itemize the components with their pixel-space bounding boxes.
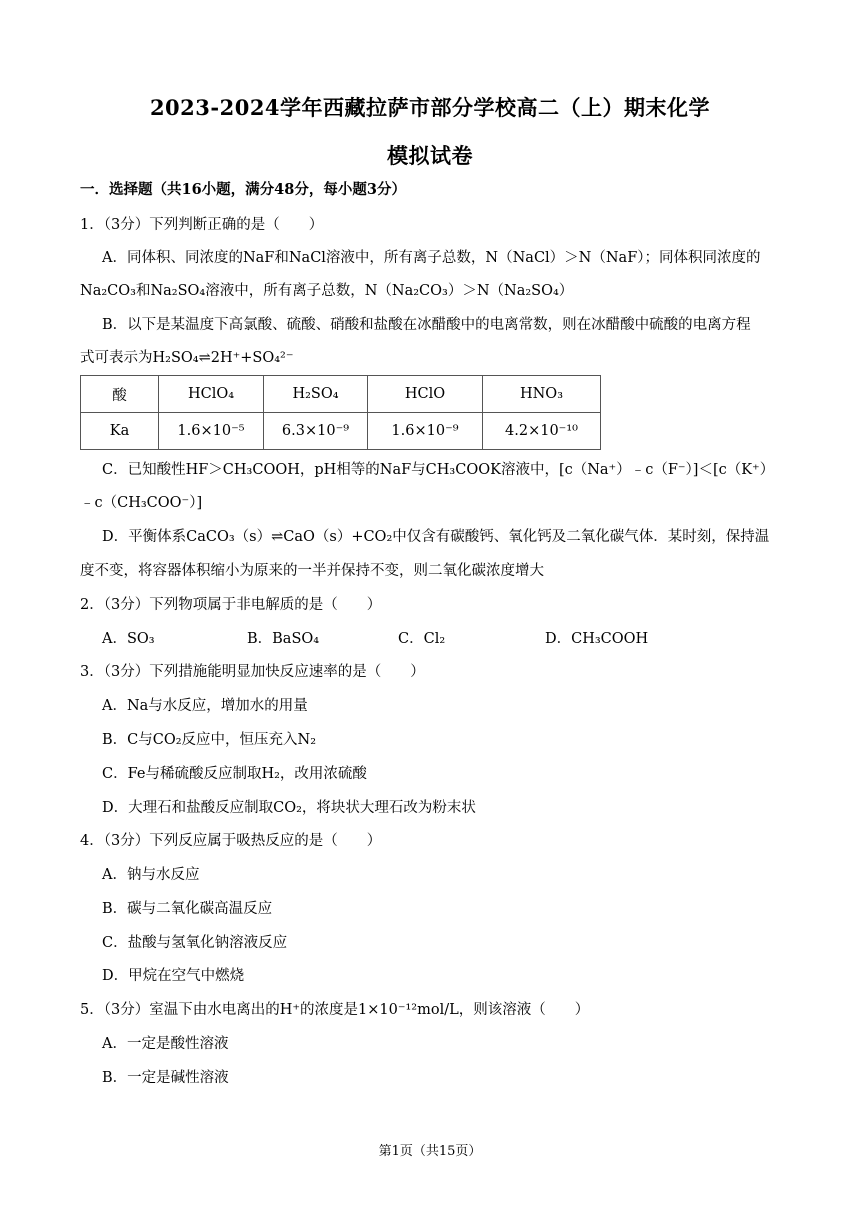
question-1-option-a: A．同体积、同浓度的NaF和NaCl溶液中，所有离子总数，N（NaCl）＞N（NaF）；同体积同浓度的 [102, 250, 761, 266]
ka-table [80, 375, 601, 450]
question-2-option-b: B．BaSO₄ [247, 631, 320, 647]
question-1-option-c: C．已知酸性HF＞CH₃COOH，pH相等的NaF与CH₃COOK溶液中，[c（Na⁺）﹣c（F⁻）]＜[c（K⁺） [102, 462, 775, 478]
question-2-option-d: D．CH₃COOH [545, 631, 649, 647]
question-3-option-c: C．Fe与稀硫酸反应制取H₂，改用浓硫酸 [102, 766, 367, 782]
ka-table-row-label: Ka [81, 413, 159, 450]
question-2-stem: 2．（3分）下列物项属于非电解质的是（ ） [80, 597, 382, 613]
question-4-option-c: C．盐酸与氢氧化钠溶液反应 [102, 935, 288, 951]
ka-table-value: 6.3×10⁻⁹ [264, 413, 368, 450]
question-1-option-c-cont: ﹣c（CH₃COO⁻）] [80, 495, 203, 511]
question-4-option-b: B．碳与二氧化碳高温反应 [102, 901, 273, 917]
ka-table-acid: HNO₃ [483, 376, 601, 413]
ka-table-header-row [81, 376, 601, 413]
question-4-stem: 4．（3分）下列反应属于吸热反应的是（ ） [80, 833, 382, 849]
question-3-option-d: D．大理石和盐酸反应制取CO₂，将块状大理石改为粉末状 [102, 800, 476, 816]
question-1-option-a-cont: Na₂CO₃和Na₂SO₄溶液中，所有离子总数，N（Na₂CO₃）＞N（Na₂SO₄） [80, 283, 574, 299]
question-5-stem: 5．（3分）室温下由水电离出的H⁺的浓度是1×10⁻¹²mol/L，则该溶液（ ） [80, 1002, 590, 1018]
ka-table-value-row [81, 413, 601, 450]
question-1-option-d-cont: 度不变，将容器体积缩小为原来的一半并保持不变，则二氧化碳浓度增大 [80, 563, 544, 579]
question-1-option-b-cont: 式可表示为H₂SO₄⇌2H⁺+SO₄²⁻ [80, 350, 294, 366]
question-3-stem: 3．（3分）下列措施能明显加快反应速率的是（ ） [80, 664, 425, 680]
question-2-option-c: C．Cl₂ [398, 631, 446, 647]
exam-title: 2023-2024学年西藏拉萨市部分学校高二（上）期末化学 [149, 95, 711, 120]
question-4-option-a: A．钠与水反应 [102, 867, 200, 883]
question-4-option-d: D．甲烷在空气中燃烧 [102, 968, 245, 984]
question-5-option-a: A．一定是酸性溶液 [102, 1036, 229, 1052]
question-1-option-b: B．以下是某温度下高氯酸、硫酸、硝酸和盐酸在冰醋酸中的电离常数，则在冰醋酸中硫酸的电离方程 [102, 317, 751, 333]
question-2-option-a: A．SO₃ [102, 631, 155, 647]
page-footer: 第1页（共15页） [378, 1144, 482, 1159]
question-1-option-d: D．平衡体系CaCO₃（s）⇌CaO（s）+CO₂中仅含有碳酸钙、氧化钙及二氧化碳气体．某时刻，保持温 [102, 529, 770, 545]
question-3-option-b: B．C与CO₂反应中，恒压充入N₂ [102, 732, 317, 748]
ka-table-value: 4.2×10⁻¹⁰ [483, 413, 601, 450]
exam-subtitle: 模拟试卷 [387, 143, 473, 168]
ka-table-value: 1.6×10⁻⁵ [159, 413, 264, 450]
question-1-stem: 1．（3分）下列判断正确的是（ ） [80, 217, 324, 233]
section-heading: 一．选择题（共16小题，满分48分，每小题3分） [80, 181, 406, 198]
question-3-option-a: A．Na与水反应，增加水的用量 [102, 698, 308, 714]
ka-table-acid: H₂SO₄ [264, 376, 368, 413]
question-5-option-b: B．一定是碱性溶液 [102, 1070, 229, 1086]
ka-table-header-label: 酸 [81, 376, 159, 413]
ka-table-acid: HClO₄ [159, 376, 264, 413]
ka-table-value: 1.6×10⁻⁹ [368, 413, 483, 450]
ka-table-acid: HClO [368, 376, 483, 413]
